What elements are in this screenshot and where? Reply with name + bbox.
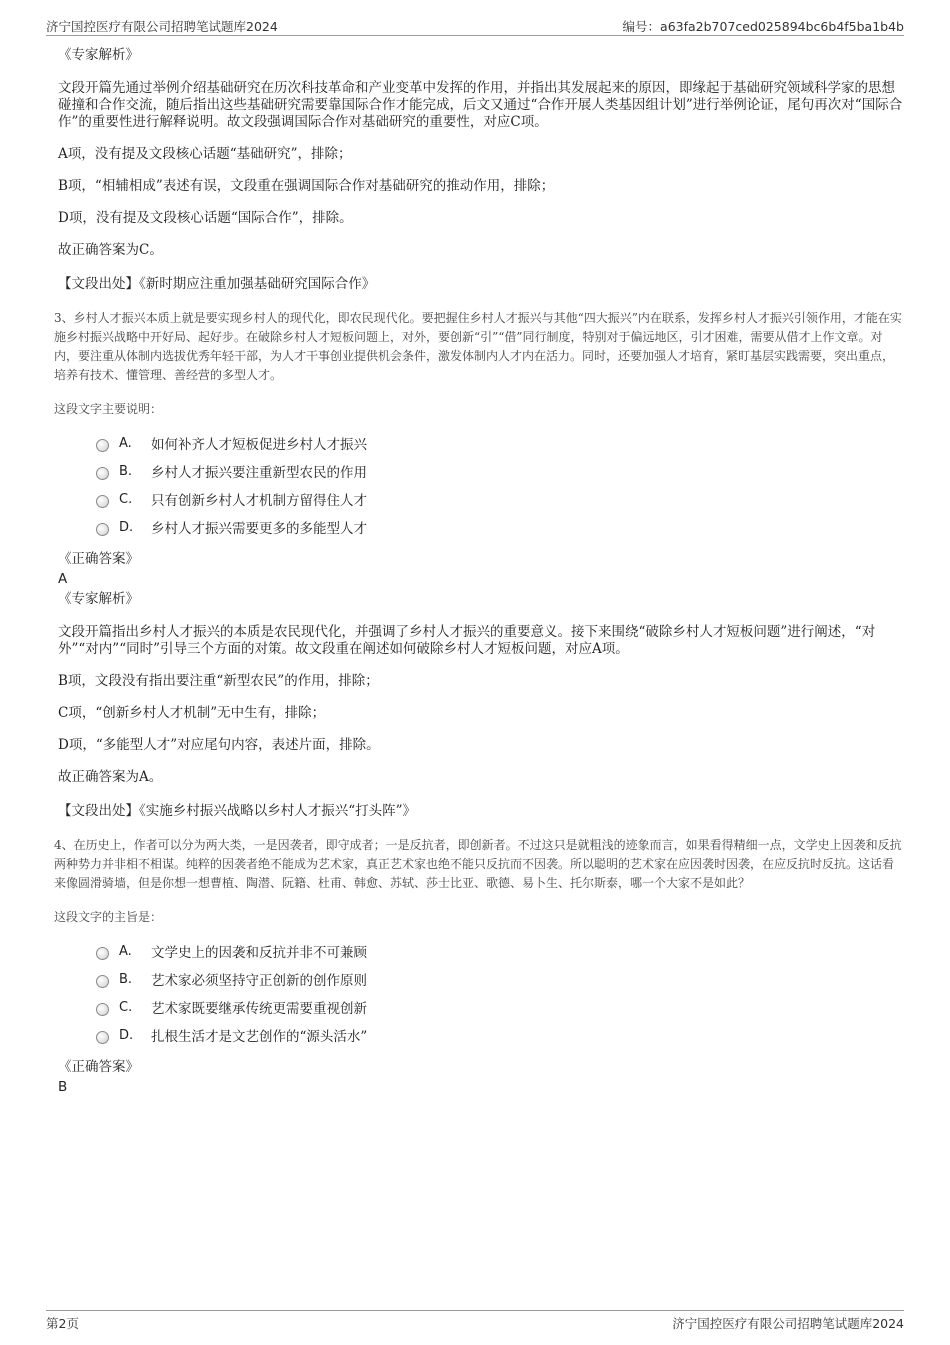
question-4-text: 4、在历史上，作者可以分为两大类，一是因袭者，即守成者；一是反抗者，即创新者。不过这只是就粗浅的迹象而言，如果看得精细一点，文学史上因袭和反抗两种势力并非相不相谋。纯粹的因袭者绝不能成为艺术家，真正艺术家也绝不能只反抗而不因袭。所以聪明的艺术家在应因袭时因袭，在应反抗时反抗。这话看来像圆滑骑墙，但是你想一想曹植、陶潜、阮籍、杜甫、韩愈、苏轼、莎士比亚、歌德、易卜生、托尔斯泰，哪一个大家不是如此？ <box>54 838 902 890</box>
option-b[interactable] <box>96 457 904 485</box>
expert-analysis-label: 《专家解析》 <box>58 591 139 607</box>
analysis-item-d: D项，“多能型人才”对应尾句内容，表述片面，排除。 <box>58 737 380 753</box>
option-letter: B. <box>119 463 133 479</box>
option-letter: D. <box>119 519 134 535</box>
option-letter: A. <box>119 435 132 451</box>
radio-button-icon[interactable] <box>96 1031 109 1044</box>
option-letter: D. <box>119 1027 134 1043</box>
option-letter: C. <box>119 491 133 507</box>
expert-analysis-label: 《专家解析》 <box>58 47 139 63</box>
analysis-item-a: A项，没有提及文段核心话题“基础研究”，排除； <box>58 146 352 162</box>
radio-button-icon[interactable] <box>96 495 109 508</box>
analysis-conclusion: 故正确答案为A。 <box>58 769 163 785</box>
option-letter: C. <box>119 999 133 1015</box>
footer-divider <box>46 1310 904 1311</box>
radio-button-icon[interactable] <box>96 947 109 960</box>
question-4-options <box>96 937 904 1049</box>
page-number: 第2页 <box>46 1316 79 1331</box>
analysis-item-d: D项，没有提及文段核心话题“国际合作”，排除。 <box>58 210 353 226</box>
radio-button-icon[interactable] <box>96 439 109 452</box>
option-a[interactable] <box>96 429 904 457</box>
correct-answer-value: B <box>58 1079 68 1095</box>
radio-button-icon[interactable] <box>96 1003 109 1016</box>
analysis-item-b: B项，“相辅相成”表述有误，文段重在强调国际合作对基础研究的推动作用，排除； <box>58 178 555 194</box>
correct-answer-label: 《正确答案》 <box>58 1059 139 1075</box>
option-b[interactable] <box>96 965 904 993</box>
option-letter: B. <box>119 971 133 987</box>
source-citation: 【文段出处】《新时期应注重加强基础研究国际合作》 <box>58 276 376 292</box>
header-title: 济宁国控医疗有限公司招聘笔试题库2024 <box>46 19 278 34</box>
option-letter: A. <box>119 943 132 959</box>
option-d[interactable] <box>96 1021 904 1049</box>
option-text: 艺术家既要继承传统更需要重视创新 <box>151 1001 367 1017</box>
analysis-item-c: C项，“创新乡村人才机制”无中生有，排除； <box>58 705 326 721</box>
analysis-paragraph: 文段开篇指出乡村人才振兴的本质是农民现代化，并强调了乡村人才振兴的重要意义。接下来围绕“破除乡村人才短板问题”进行阐述，“对外”“对内”“同时”引导三个方面的对策。故文段重在阐述如何破除乡村人才短板问题，对应A项。 <box>58 624 876 657</box>
option-text: 艺术家必须坚持守正创新的创作原则 <box>151 973 367 989</box>
option-text: 文学史上的因袭和反抗并非不可兼顾 <box>151 945 367 961</box>
correct-answer-value: A <box>58 571 68 587</box>
option-d[interactable] <box>96 513 904 541</box>
option-c[interactable] <box>96 485 904 513</box>
header-divider <box>46 35 904 36</box>
radio-button-icon[interactable] <box>96 523 109 536</box>
radio-button-icon[interactable] <box>96 975 109 988</box>
option-text: 乡村人才振兴需要更多的多能型人才 <box>151 521 367 537</box>
option-text: 扎根生活才是文艺创作的“源头活水” <box>151 1029 368 1045</box>
correct-answer-label: 《正确答案》 <box>58 551 139 567</box>
option-text: 如何补齐人才短板促进乡村人才振兴 <box>151 437 367 453</box>
question-3-options <box>96 429 904 541</box>
option-c[interactable] <box>96 993 904 1021</box>
header-document-id: 编号：a63fa2b707ced025894bc6b4f5ba1b4b <box>622 19 904 34</box>
footer-title: 济宁国控医疗有限公司招聘笔试题库2024 <box>672 1316 904 1331</box>
option-text: 乡村人才振兴要注重新型农民的作用 <box>151 465 367 481</box>
analysis-conclusion: 故正确答案为C。 <box>58 242 163 258</box>
question-4-prompt: 这段文字的主旨是： <box>54 910 163 924</box>
question-3-prompt: 这段文字主要说明： <box>54 402 163 416</box>
question-3-text: 3、乡村人才振兴本质上就是要实现乡村人的现代化，即农民现代化。要把握住乡村人才振兴与其他“四大振兴”内在联系，发挥乡村人才振兴引领作用，才能在实施乡村振兴战略中开好局、起好步。在破除乡村人才短板问题上，对外，要创新“引”“借”同行制度，特别对于偏远地区，引才困难，需要从借才上作文章。对内，要注重从体制内选拔优秀年轻干部，为人才干事创业提供机会条件，激发体制内人才内在活力。同时，还要加强人才培育，紧盯基层实践需要，突出重点，培养有技术、懂管理、善经营的多型人才。 <box>54 311 902 382</box>
option-text: 只有创新乡村人才机制方留得住人才 <box>151 493 367 509</box>
source-citation: 【文段出处】《实施乡村振兴战略以乡村人才振兴“打头阵”》 <box>58 803 417 819</box>
page-content <box>46 45 904 1097</box>
option-a[interactable] <box>96 937 904 965</box>
analysis-paragraph: 文段开篇先通过举例介绍基础研究在历次科技革命和产业变革中发挥的作用，并指出其发展起来的原因，即缘起于基础研究领域科学家的思想碰撞和合作交流，随后指出这些基础研究需要靠国际合作才能完成，后文又通过“合作开展人类基因组计划”进行举例论证，尾句再次对“国际合作”的重要性进行解释说明。故文段强调国际合作对基础研究的重要性，对应C项。 <box>58 80 903 130</box>
radio-button-icon[interactable] <box>96 467 109 480</box>
analysis-item-b: B项，文段没有指出要注重“新型农民”的作用，排除； <box>58 673 379 689</box>
